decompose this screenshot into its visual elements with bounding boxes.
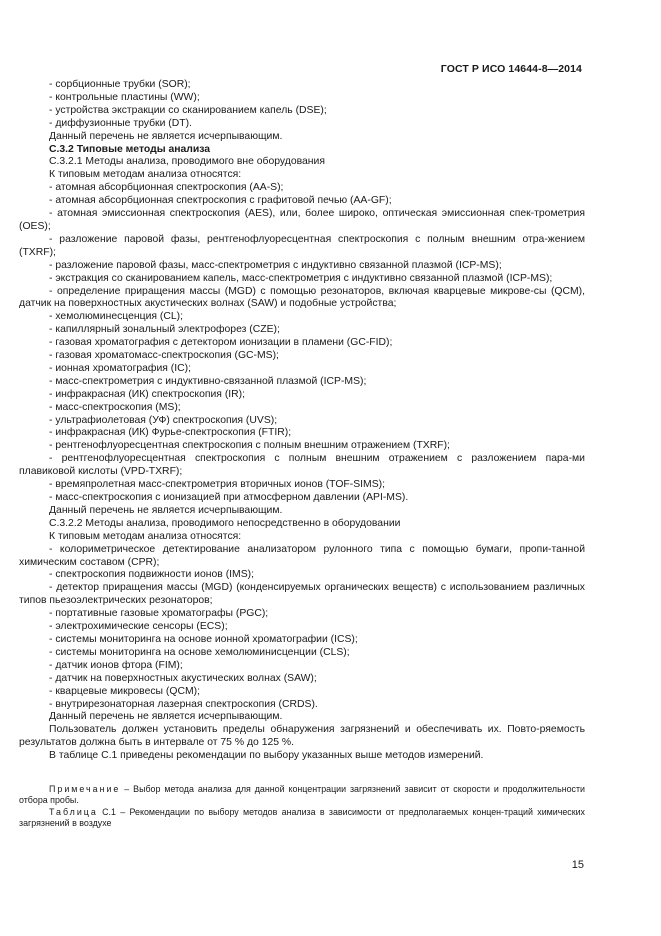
list-item: - рентгенофлуоресцентная спектроскопия с полным внешним отражением с разложением пара-ми плавиковой кислоты (VPD-TXRF); [19,453,585,478]
list-item: - системы мониторинга на основе хемолюминисценции (CLS); [49,646,350,658]
list-item: - газовая хроматомасс-спектроскопия (GC-MS); [49,350,279,362]
list-item: - инфракрасная (ИК) Фурье-спектроскопия (FTIR); [49,427,292,439]
list-item: - контрольные пластины (WW); [49,91,200,103]
list-item: - разложение паровой фазы, рентгенофлуоресцентная спектроскопия с полным внешним отра-жением (TXRF); [19,233,585,258]
list-item: - устройства экстракции со сканированием капель (DSE); [49,104,327,116]
paragraph: К типовым методам анализа относятся: [49,530,242,542]
table-caption-text: С.1 – Рекомендации по выбору методов анализа в зависимости от предполагаемых концен-траций химических загрязнений в воздухе [19,806,585,828]
paragraph: Данный перечень не является исчерпывающим. [49,711,283,723]
list-item: - датчик на поверхностных акустических волнах (SAW); [49,672,317,684]
standard-code-header: ГОСТ Р ИСО 14644-8—2014 [440,63,582,75]
list-item: - диффузионные трубки (DT). [49,117,192,129]
list-item: - масс-спектрометрия с индуктивно-связанной плазмой (ICP-MS); [49,375,367,387]
list-item: - внутрирезонаторная лазерная спектроскопия (CRDS). [49,698,318,710]
list-item: - детектор приращения массы (MGD) (конденсируемых органических веществ) с использованием различных типов пьезоэлектрических резонаторов; [19,582,585,607]
body-text [19,79,585,763]
list-item: - рентгенофлуоресцентная спектроскопия с полным внешним отражением (TXRF); [49,440,450,452]
list-item: - атомная эмиссионная спектроскопия (AES), или, более широко, оптическая эмиссионная спек-трометрия (OES); [19,208,585,232]
list-item: - сорбционные трубки (SOR); [49,79,191,90]
paragraph: К типовым методам анализа относятся: [49,169,242,181]
note-text: – Выбор метода анализа для данной концентрации загрязнений зависит от скорости и продолжительности отбора пробы. [19,784,585,806]
list-item: - колориметрическое детектирование анализатором рулонного типа с помощью бумаги, пропи-танной химическим составом (CPR); [19,543,585,568]
list-item: - инфракрасная (ИК) спектроскопия (IR); [49,388,246,400]
subsection-heading: С.3.2.2 Методы анализа, проводимого непосредственно в оборудовании [49,517,401,529]
list-item: - ультрафиолетовая (УФ) спектроскопия (UVS); [49,414,278,426]
note-label: Примечание [49,784,121,794]
list-item: - электрохимические сенсоры (ECS); [49,621,228,633]
list-item: - хемолюминесценция (CL); [49,311,184,323]
paragraph: Пользователь должен установить пределы обнаружения загрязнений и обеспечивать их. Повто-ряемость результатов должна быть в интервале от 75 % до 125 %. [19,724,585,749]
paragraph: Данный перечень не является исчерпывающим. [49,504,283,516]
paragraph: Данный перечень не является исчерпывающим. [49,130,283,142]
list-item: - датчик ионов фтора (FIM); [49,659,183,671]
notes-block [19,784,585,829]
list-item: - ионная хроматография (IC); [49,362,191,374]
section-heading: С.3.2 Типовые методы анализа [49,143,211,155]
list-item: - масс-спектроскопия (MS); [49,401,181,413]
list-item: - экстракция со сканированием капель, масс-спектрометрия с индуктивно связанной плазмой (ICP-MS); [49,272,553,284]
page-number: 15 [571,859,584,871]
list-item: - масс-спектроскопия с ионизацией при атмосферном давлении (API-MS). [49,492,409,503]
paragraph: В таблице С.1 приведены рекомендации по выбору указанных выше методов измерений. [49,750,484,762]
note [19,784,585,807]
list-item: - определение приращения массы (MGD) с помощью резонаторов, включая кварцевые микрове-сы (QCM), датчик на поверхностных акустических волнах (SAW) и подобные устройства; [19,285,585,310]
list-item: - кварцевые микровесы (QCM); [49,685,200,697]
list-item: - системы мониторинга на основе ионной хроматографии (ICS); [49,633,358,645]
list-item: - времяпролетная масс-спектрометрия вторичных ионов (TOF-SIMS); [49,479,385,491]
table-caption [19,807,585,830]
list-item: - разложение паровой фазы, масс-спектрометрия с индуктивно связанной плазмой (ICP-MS); [49,259,502,271]
list-item: - газовая хроматография с детектором ионизации в пламени (GC-FID); [49,337,393,349]
list-item: - спектроскопия подвижности ионов (IMS); [49,569,254,581]
list-item: - атомная абсорбционная спектроскопия (AA-S); [49,182,284,194]
list-item: - портативные газовые хроматографы (PGC); [49,608,269,620]
list-item: - атомная абсорбционная спектроскопия с графитовой печью (AA-GF); [49,195,392,207]
subsection-heading: С.3.2.1 Методы анализа, проводимого вне оборудования [49,156,325,168]
list-item: - капиллярный зональный электрофорез (CZE); [49,324,280,336]
table-label: Таблица [49,806,98,817]
